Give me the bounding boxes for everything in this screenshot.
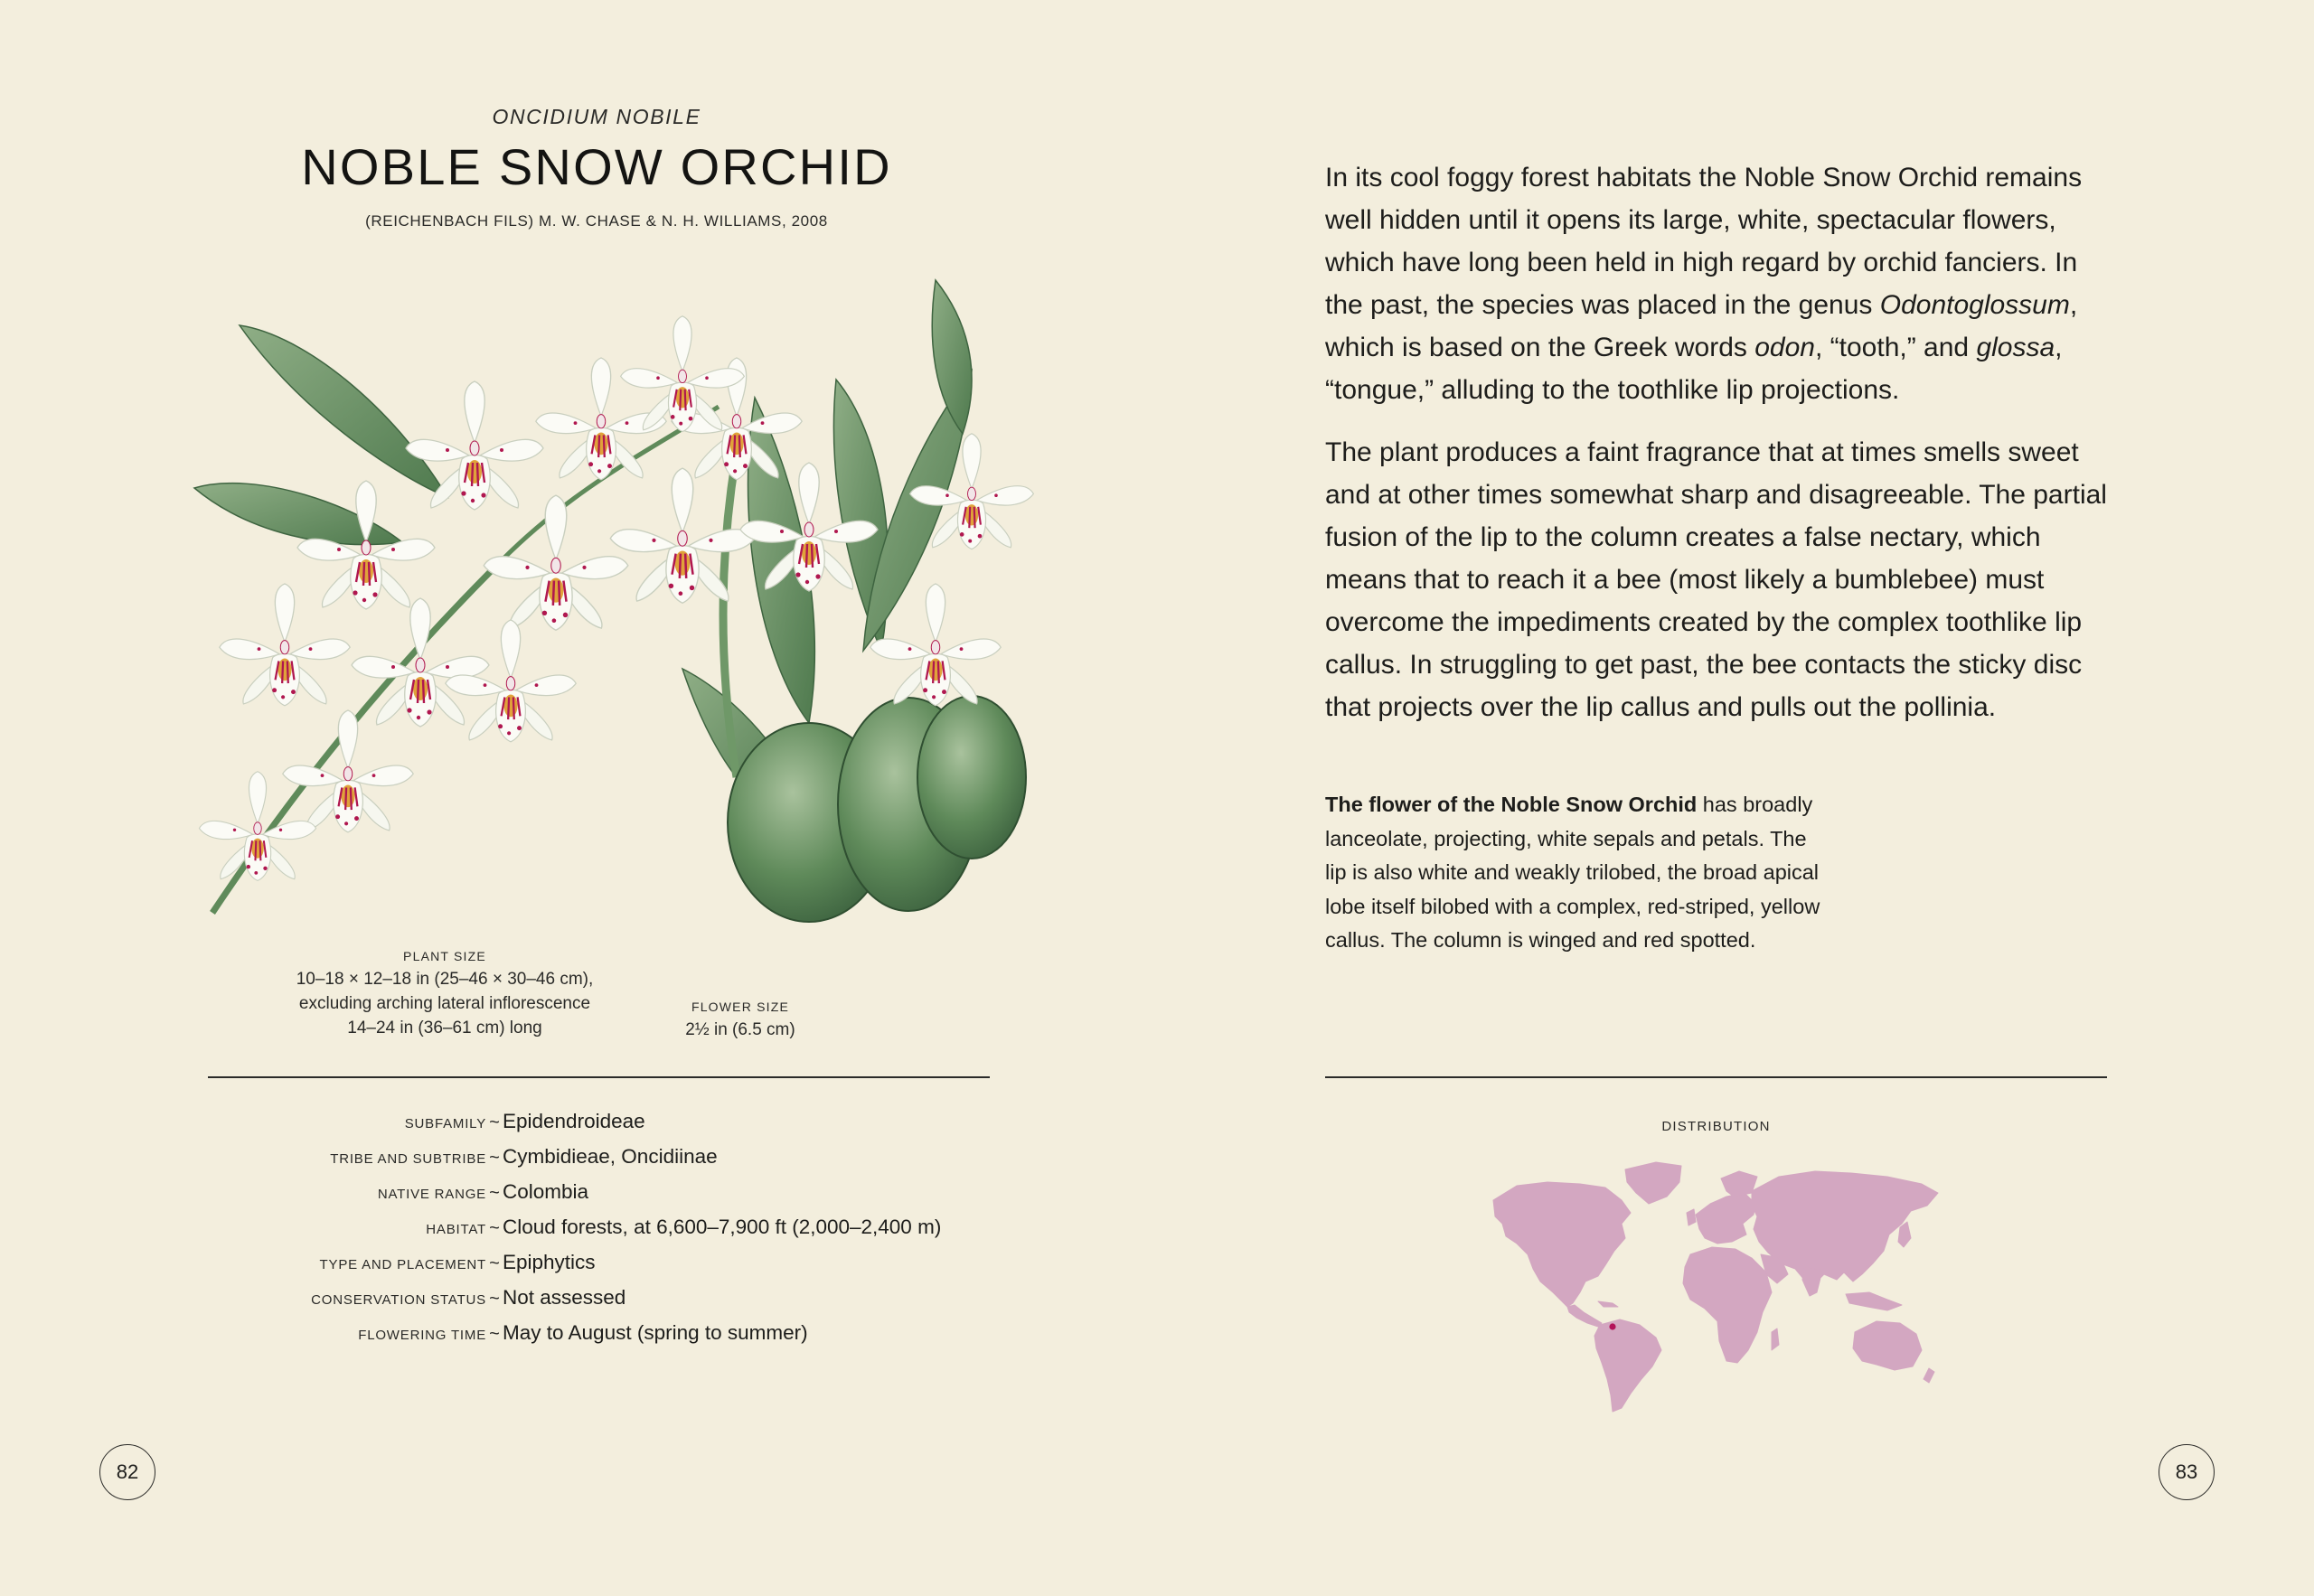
plant-size-line: 10–18 × 12–18 in (25–46 × 30–46 cm), bbox=[296, 970, 594, 989]
fact-separator: ~ bbox=[489, 1324, 500, 1344]
text-run: In its cool foggy forest habitats the Noble Snow Orchid remains well hidden until it opens its large, white, spectacular flowers, which have long been held in high regard by orchid fanciers. In the past, the species was placed in the genus bbox=[1325, 163, 2083, 320]
page-title: NOBLE SNOW ORCHID bbox=[301, 138, 892, 195]
plant-size bbox=[264, 947, 626, 1040]
fact-row-conservation bbox=[208, 1286, 1021, 1321]
right-page bbox=[1157, 0, 2314, 1596]
italic-term: odon bbox=[1754, 333, 1815, 362]
flower-size bbox=[650, 998, 831, 1042]
scientific-name: ONCIDIUM NOBILE bbox=[492, 105, 701, 128]
fact-label: TRIBE AND SUBTRIBE bbox=[330, 1151, 486, 1167]
body-text bbox=[1325, 156, 2121, 748]
italic-term: glossa bbox=[1976, 333, 2055, 362]
divider bbox=[208, 1076, 990, 1078]
flower-caption bbox=[1325, 788, 1831, 958]
plant-size-label: PLANT SIZE bbox=[403, 949, 486, 963]
page-number: 82 bbox=[99, 1444, 155, 1500]
caption-text: has broadly lanceolate, projecting, white sepals and petals. The lip is also white and weakly trilobed, the broad apical lobe itself bilobed with a complex, red-striped, yellow callus. The column is winged and red spotted. bbox=[1325, 793, 1820, 952]
fact-row-type bbox=[208, 1251, 1021, 1286]
divider bbox=[1325, 1076, 2107, 1078]
flower-size-label: FLOWER SIZE bbox=[691, 1000, 790, 1014]
fact-label: TYPE AND PLACEMENT bbox=[319, 1257, 486, 1272]
plant-size-line: excluding arching lateral inflorescence bbox=[298, 994, 591, 1013]
fact-label: SUBFAMILY bbox=[404, 1116, 486, 1131]
fact-separator: ~ bbox=[489, 1148, 500, 1168]
distribution-label: DISTRIBUTION bbox=[1661, 1119, 1771, 1134]
fact-separator: ~ bbox=[489, 1289, 500, 1309]
fact-separator: ~ bbox=[489, 1253, 500, 1273]
plant-size-line: 14–24 in (36–61 cm) long bbox=[347, 1019, 542, 1037]
range-marker bbox=[1609, 1323, 1615, 1329]
fact-separator: ~ bbox=[489, 1113, 500, 1132]
fact-separator: ~ bbox=[489, 1218, 500, 1238]
fact-row-native-range bbox=[208, 1180, 1021, 1216]
text-run: , “tongue,” alluding to the toothlike lip projections. bbox=[1325, 333, 2063, 405]
fact-row-tribe bbox=[208, 1145, 1021, 1180]
caption-lead: The flower of the Noble Snow Orchid bbox=[1325, 793, 1698, 816]
fact-value: Epiphytics bbox=[503, 1251, 596, 1273]
fact-value: May to August (spring to summer) bbox=[503, 1321, 808, 1344]
distribution-map bbox=[1490, 1157, 1942, 1419]
text-run: , “tooth,” and bbox=[1815, 333, 1977, 362]
fact-separator: ~ bbox=[489, 1183, 500, 1203]
fact-label: NATIVE RANGE bbox=[377, 1187, 486, 1202]
fact-row-flowering bbox=[208, 1321, 1021, 1357]
body-paragraph: The plant produces a faint fragrance that at times smells sweet and at other times somewhat sharp and disagreeable. The partial fusion of the lip to the column creates a false nectary, which means that to reach it a bee (most likely a bumblebee) must overcome the impediments created by the complex toothlike lip callus. In struggling to get past, the bee contacts the sticky disc that projects over the lip callus and pulls out the pollinia. bbox=[1325, 437, 2107, 722]
page-number: 83 bbox=[2159, 1444, 2215, 1500]
fact-label: FLOWERING TIME bbox=[358, 1328, 486, 1343]
fact-list bbox=[208, 1110, 1021, 1357]
fact-label: HABITAT bbox=[426, 1222, 486, 1237]
orchid-illustration bbox=[176, 271, 1044, 931]
italic-term: Odontoglossum bbox=[1879, 290, 2070, 320]
flower-size-value: 2½ in (6.5 cm) bbox=[685, 1020, 795, 1039]
body-paragraph bbox=[1325, 156, 2121, 411]
fact-row-habitat bbox=[208, 1216, 1021, 1251]
text-run: , which is based on the Greek words bbox=[1325, 290, 2078, 362]
fact-value: Cloud forests, at 6,600–7,900 ft (2,000–2,400 m) bbox=[503, 1216, 942, 1238]
taxonomic-authority: (REICHENBACH FILS) M. W. CHASE & N. H. WILLIAMS, 2008 bbox=[365, 212, 828, 230]
fact-value: Cymbidieae, Oncidiinae bbox=[503, 1145, 718, 1168]
fact-label: CONSERVATION STATUS bbox=[311, 1292, 486, 1308]
fact-row-subfamily bbox=[208, 1110, 1021, 1145]
fact-value: Epidendroideae bbox=[503, 1110, 645, 1132]
fact-value: Not assessed bbox=[503, 1286, 626, 1309]
fact-value: Colombia bbox=[503, 1180, 589, 1203]
